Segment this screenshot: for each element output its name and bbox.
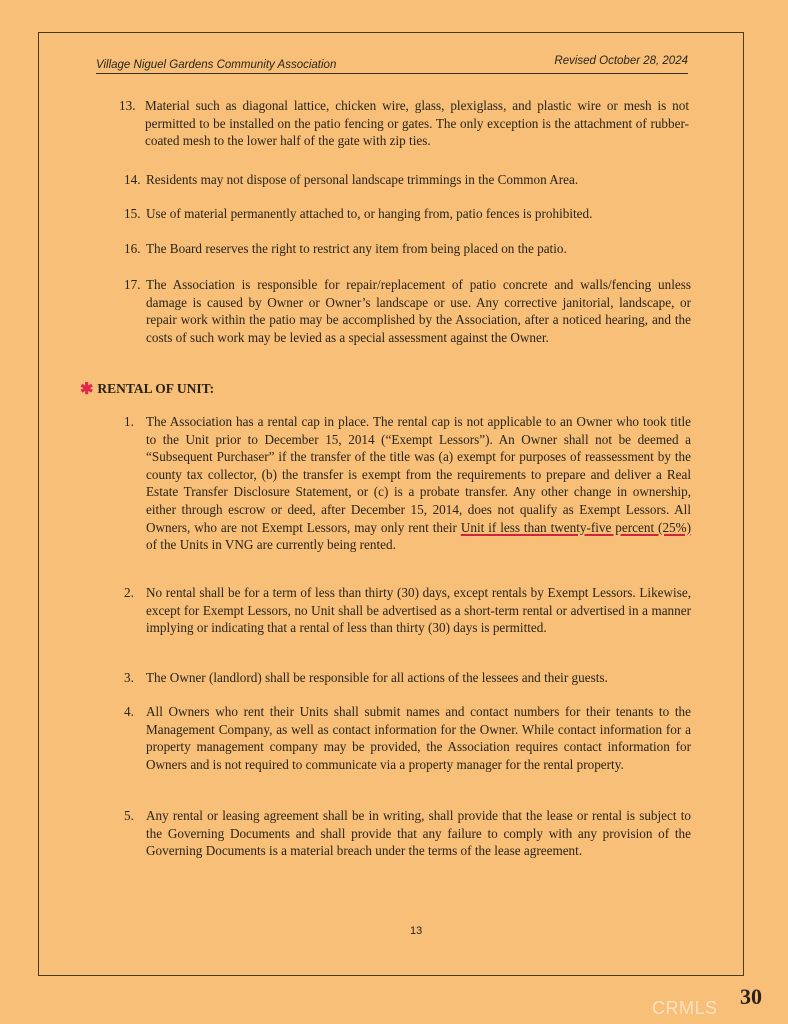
document-stamp-number: 30	[740, 984, 762, 1009]
rule-text: Residents may not dispose of personal landscape trimmings in the Common Area.	[146, 172, 579, 187]
item-text: The Owner (landlord) shall be responsible for all actions of the lessees and their guests.	[146, 670, 608, 685]
item-text: The Association has a rental cap in place. The rental cap is not applicable to an Owner who took title to the Unit prior to December 15, 2014 (“Exempt Lessors”). An Owner shall not be deemed a “Subsequent Purchaser” if the transfer of the title was (a) exempt for purposes of reassessment by the county tax collector, (b) the transfer is exempt from the requirements to prepare and deliver a Real Estate Transfer Disclosure Statement, or (c) is a probate transfer. Any other change in ownership, either through escrow or deed, after December 15, 2014, does not qualify as Exempt Lessors. All Owners, who are not Exempt Lessors, may only rent their Unit if less than twenty-five percent (25%) of the Units in VNG are currently being rented.	[146, 414, 692, 553]
section-heading-rental	[80, 378, 214, 398]
highlighted-rental-cap: Unit if less than twenty-five percent (25%)	[460, 519, 692, 535]
patio-rule-15	[124, 205, 689, 223]
watermark: CRMLS	[652, 998, 718, 1018]
rule-text: Use of material permanently attached to, or hanging from, patio fences is prohibited.	[146, 206, 593, 221]
rental-item-1	[124, 413, 691, 554]
rule-text: Material such as diagonal lattice, chicken wire, glass, plexiglass, and plastic wire or mesh is not permitted to be installed on the patio fencing or gates. The only exception is the attachment of rubber-coated mesh to the lower half of the gate with zip ties.	[145, 98, 689, 149]
rental-item-3	[124, 669, 691, 687]
rule-text: The Board reserves the right to restrict any item from being placed on the patio.	[146, 241, 567, 256]
rule-number: 15.	[124, 206, 141, 221]
patio-rule-13	[119, 97, 689, 150]
item-text: No rental shall be for a term of less than thirty (30) days, except rentals by Exempt Lessors. Likewise, except for Exempt Lessors, no Unit shall be advertised as a short-term rental or advertised in a manner implying or indicating that a rental of less than thirty (30) days is permitted.	[146, 585, 691, 636]
rule-number: 14.	[124, 172, 141, 187]
rule-text: The Association is responsible for repair/replacement of patio concrete and walls/fencing unless damage is caused by Owner or Owner’s landscape or use. Any corrective janitorial, landscape, or repair work within the patio may be accomplished by the Association, after a noticed hearing, and the costs of such work may be levied as a special assessment against the Owner.	[146, 277, 691, 345]
rental-item-5	[124, 807, 691, 860]
item-number: 1.	[124, 414, 134, 429]
section-title: RENTAL OF UNIT:	[97, 381, 215, 396]
page-number: 13	[410, 925, 423, 937]
item-number: 2.	[124, 585, 134, 600]
item-text: All Owners who rent their Units shall submit names and contact numbers for their tenants to the Management Company, as well as contact information for the Owner. While contact information for a property management company may be provided, the Association requires contact information for Owners and is not required to communicate via a property manager for the rental property.	[146, 704, 691, 772]
rule-number: 17.	[124, 277, 141, 292]
item-number: 3.	[124, 670, 134, 685]
item-number: 5.	[124, 808, 134, 823]
patio-rule-17	[124, 276, 691, 346]
association-name: Village Niguel Gardens Community Association	[96, 59, 337, 71]
rental-item-2	[124, 584, 691, 637]
patio-rule-14	[124, 171, 689, 189]
item-number: 4.	[124, 704, 134, 719]
item-text: Any rental or leasing agreement shall be in writing, shall provide that the lease or rental is subject to the Governing Documents and shall provide that any failure to comply with any provision of the Governing Documents is a material breach under the terms of the lease agreement.	[146, 808, 691, 859]
asterisk-mark-icon: ✱	[80, 381, 94, 398]
revised-date: Revised October 28, 2024	[554, 55, 688, 67]
rule-number: 13.	[119, 98, 136, 113]
rental-item-4	[124, 703, 691, 773]
rule-number: 16.	[124, 241, 141, 256]
page-header	[96, 55, 688, 74]
patio-rule-16	[124, 240, 689, 258]
